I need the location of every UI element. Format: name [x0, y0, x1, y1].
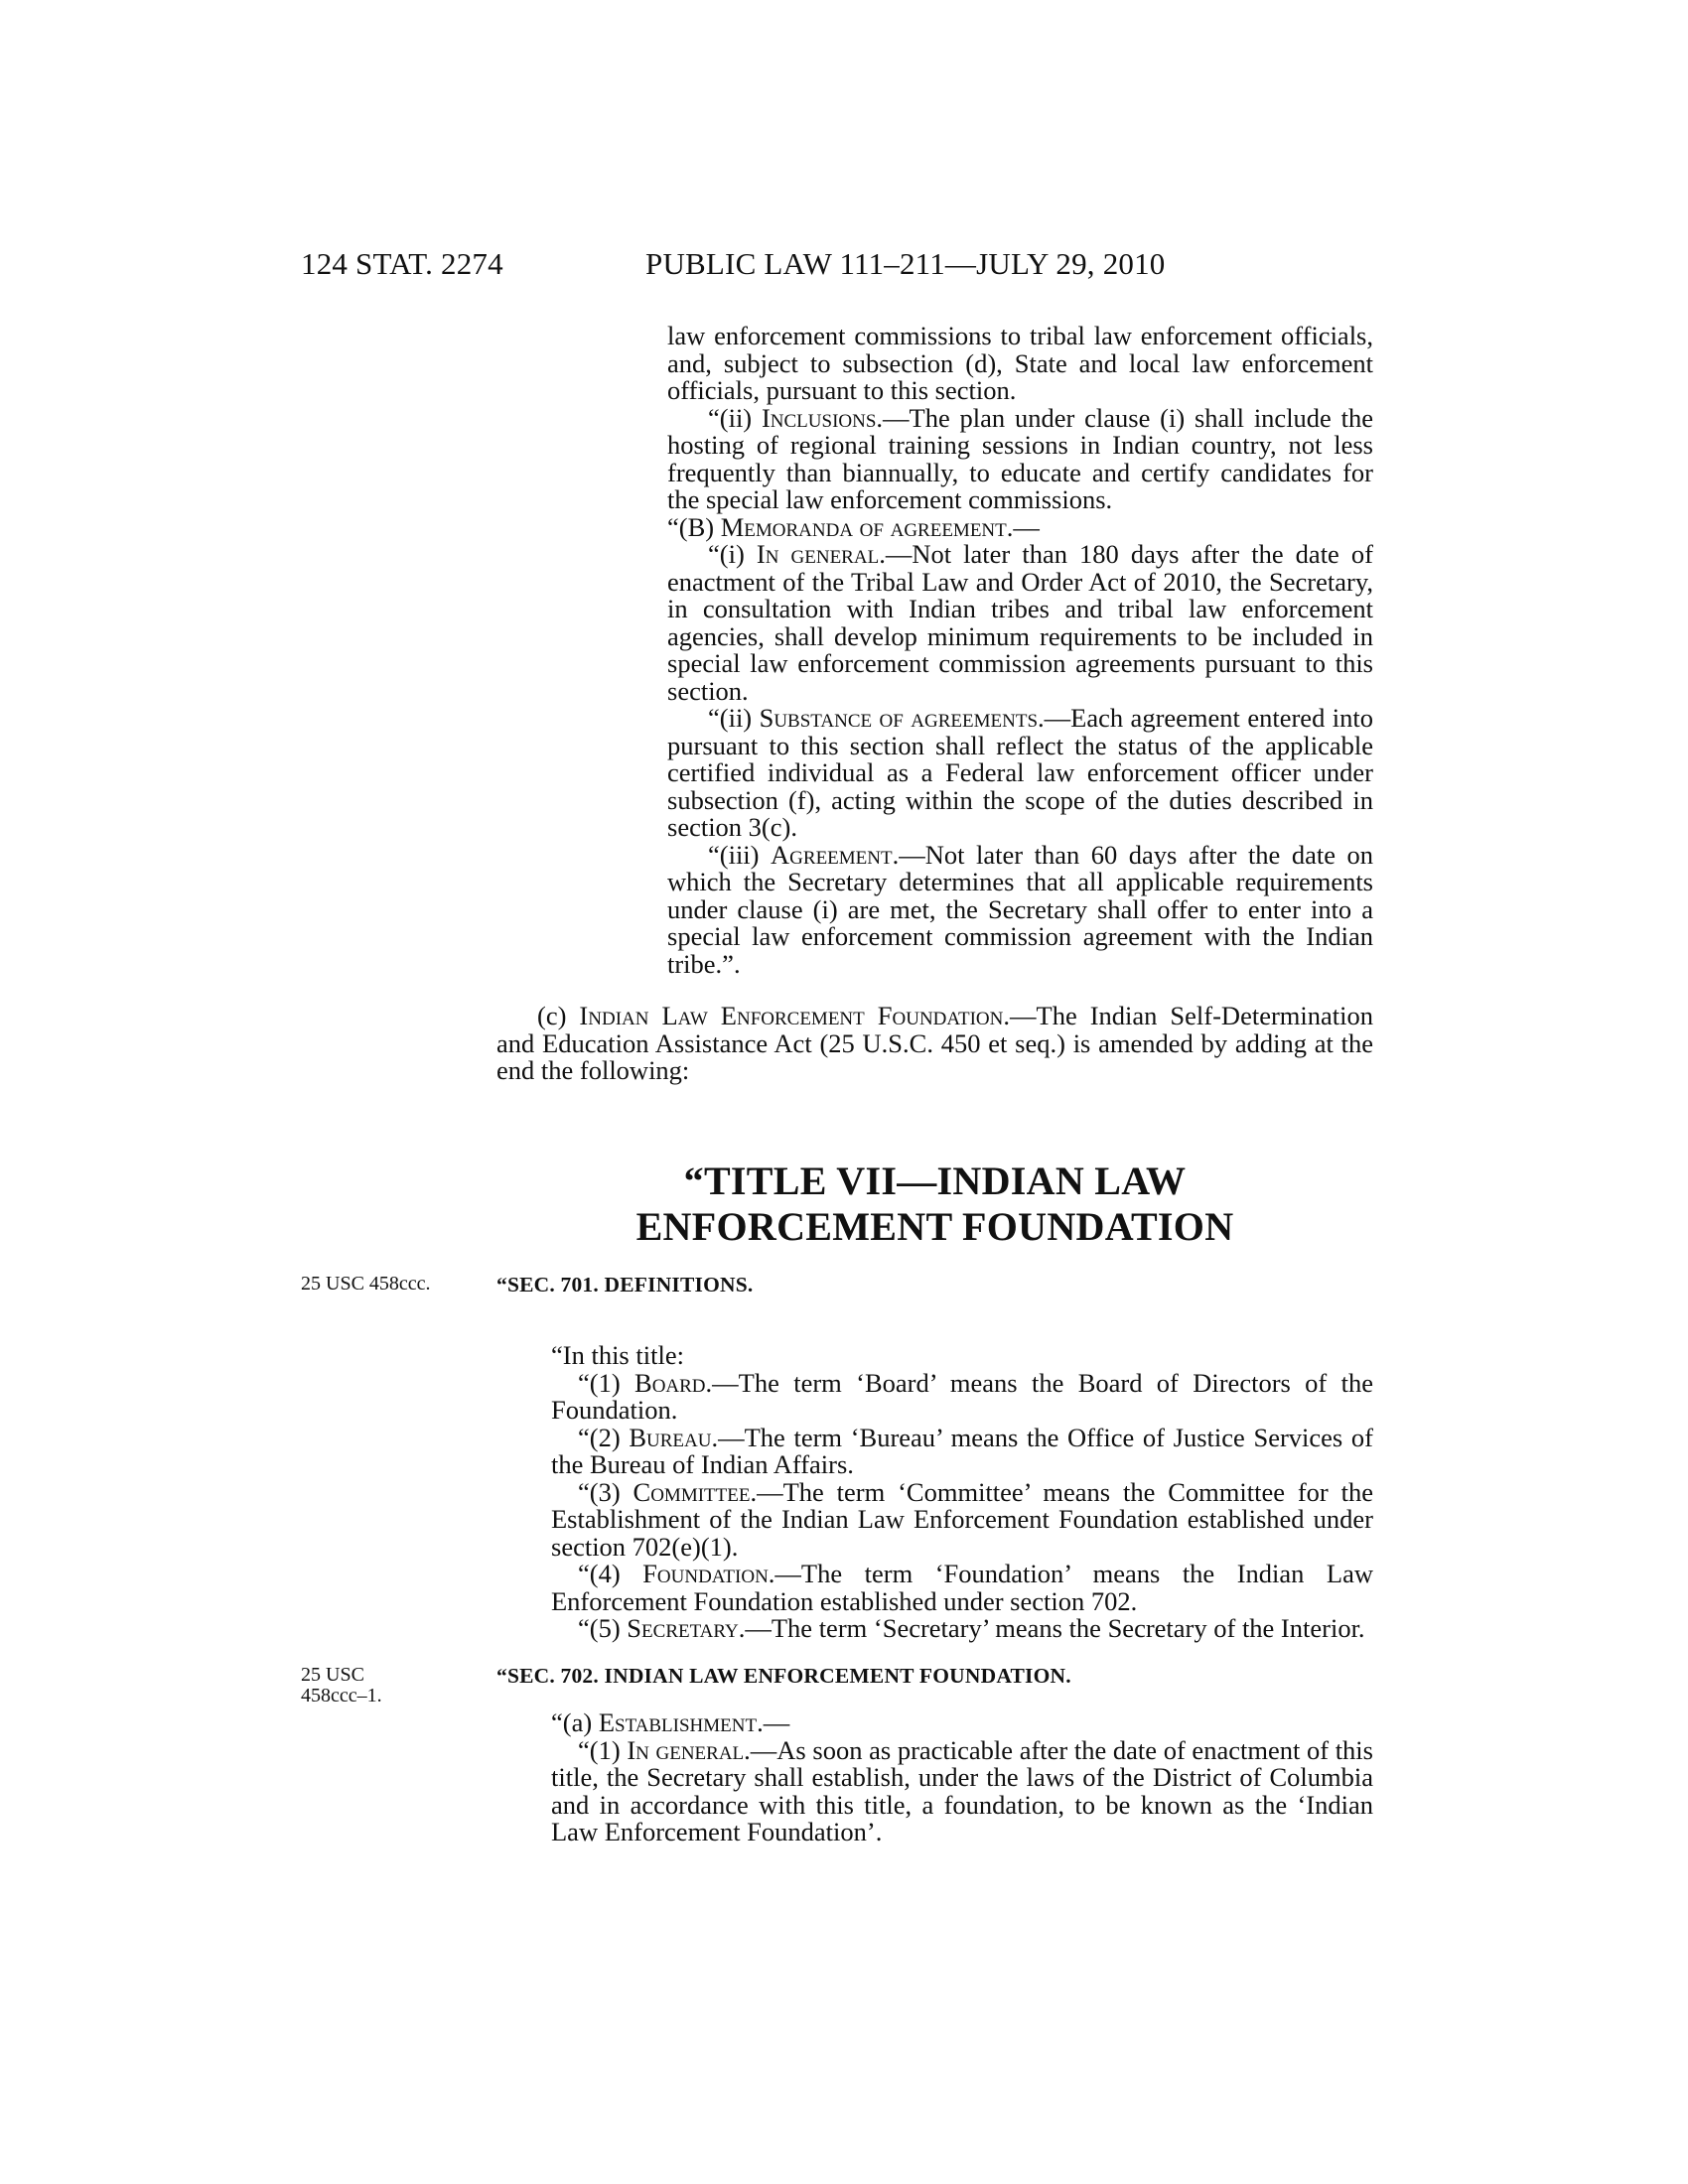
- title-line-1: “TITLE VII—INDIAN LAW: [683, 1159, 1187, 1203]
- subsection-c: [496, 1003, 1373, 1085]
- section-702-body: [551, 1709, 1373, 1846]
- title-heading: [496, 1159, 1373, 1250]
- paragraph-in-general: “(i) In general.—Not later than 180 days after the date of enactment of the Tribal Law and Order Act of 2010, the Secretary, in consultation with Indian tribes and tribal law enforcement agencies, shall develop minimum requirements to be included in special law enforcement commission agreements pursuant to this section.: [667, 539, 1373, 706]
- definition-committee: “(3) Committee.—The term ‘Committee’ means the Committee for the Establishment of the Indian Law Enforcement Foundation established under section 702(e)(1).: [551, 1476, 1373, 1562]
- definition-bureau: “(2) Bureau.—The term ‘Bureau’ means the Office of Justice Services of the Bureau of Indian Affairs.: [551, 1422, 1373, 1479]
- stat-citation: 124 STAT. 2274: [301, 246, 503, 281]
- definition-foundation: “(4) Foundation.—The term ‘Foundation’ means the Indian Law Enforcement Foundation established under section 702.: [551, 1559, 1373, 1616]
- subsection-a-establishment: “(a) Establishment.—: [551, 1707, 790, 1737]
- public-law-title: PUBLIC LAW 111–211—JULY 29, 2010: [645, 246, 1166, 281]
- section-701-body: [551, 1342, 1373, 1643]
- paragraph-substance: “(ii) Substance of agreements.—Each agreement entered into pursuant to this section shall reflect the status of the applicable certified individual as a Federal law enforcement officer under subsection (f), acting within the scope of the duties described in section 3(c).: [667, 703, 1373, 842]
- paragraph-continuation: law enforcement commissions to tribal law enforcement officials, and, subject to subsection (d), State and local law enforcement officials, pursuant to this section.: [667, 321, 1373, 405]
- margin-note-702: 25 USC 458ccc–1.: [301, 1664, 382, 1706]
- paragraph-subsection-c: (c) Indian Law Enforcement Foundation.—The Indian Self-Determination and Education Assistance Act (25 U.S.C. 450 et seq.) is amended by adding at the end the following:: [496, 1001, 1373, 1085]
- definitions-intro: “In this title:: [551, 1340, 684, 1370]
- paragraph-702-a-1: “(1) In general.—As soon as practicable after the date of enactment of this title, the Secretary shall establish, under the laws of the District of Columbia and in accordance with this title, a foundation, to be known as the ‘Indian Law Enforcement Foundation’.: [551, 1734, 1373, 1846]
- definition-secretary: “(5) Secretary.—The term ‘Secretary’ means the Secretary of the Interior.: [578, 1613, 1365, 1643]
- paragraph-inclusions: “(ii) Inclusions.—The plan under clause (i) shall include the hosting of regional training sessions in Indian country, not less frequently than biannually, to educate and certify candidates for the special law enforcement commissions.: [667, 402, 1373, 514]
- section-701-heading: “SEC. 701. DEFINITIONS.: [496, 1273, 754, 1297]
- paragraph-agreement: “(iii) Agreement.—Not later than 60 days after the date on which the Secretary determines that all applicable requirements under clause (i) are met, the Secretary shall offer to enter into a special law enforcement commission agreement with the Indian tribe.”.: [667, 839, 1373, 979]
- margin-note-701: 25 USC 458ccc.: [301, 1273, 431, 1295]
- definition-board: “(1) Board.—The term ‘Board’ means the Board of Directors of the Foundation.: [551, 1367, 1373, 1425]
- paragraph-memoranda: “(B) Memoranda of agreement.—: [667, 511, 1040, 542]
- section-702-heading: “SEC. 702. INDIAN LAW ENFORCEMENT FOUNDATION.: [496, 1664, 1071, 1688]
- running-head: [301, 246, 1393, 286]
- continued-provisions: [667, 323, 1373, 978]
- title-line-2: ENFORCEMENT FOUNDATION: [635, 1204, 1234, 1249]
